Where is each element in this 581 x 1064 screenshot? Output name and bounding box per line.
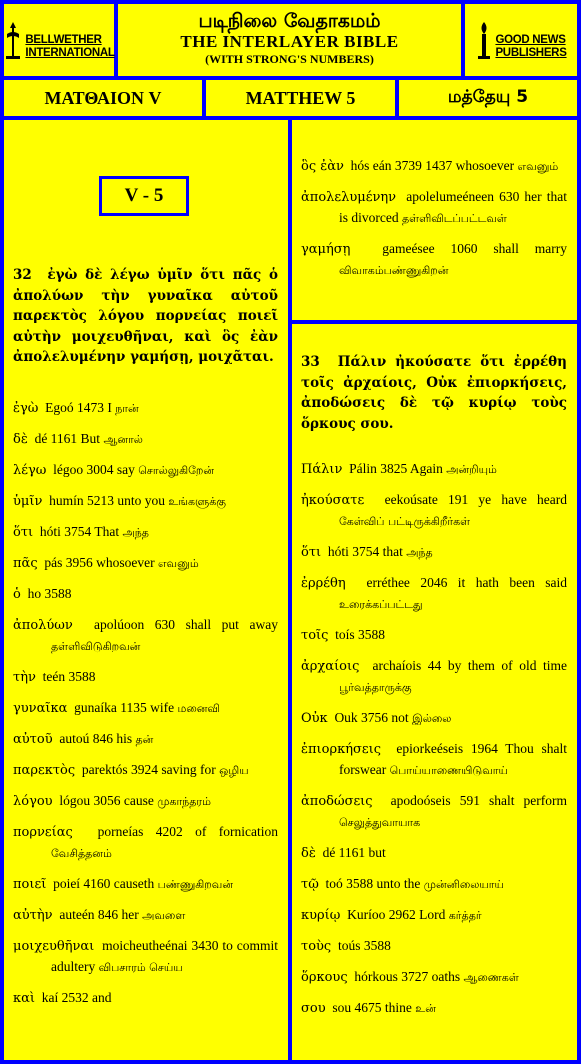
tamil-gloss: வேசித்தனம் [51, 847, 112, 860]
good-news-logo [475, 20, 566, 60]
greek-word: πορνείας [13, 825, 73, 840]
word-entry [13, 584, 278, 605]
greek-word: ἐρρέθη [301, 576, 346, 591]
greek-word: ὅτι [13, 525, 34, 540]
tamil-gloss: தள்ளிவிடுகிறவன் [51, 640, 141, 653]
word-entry [301, 936, 567, 957]
tamil-gloss: விவாகம்பண்ணுகிறன் [339, 264, 449, 277]
word-entry [301, 967, 567, 988]
transliteration-strongs-english: erréthee 2046 it hath been said [366, 575, 568, 590]
greek-word: Οὐκ [301, 711, 328, 726]
subtitle: (WITH STRONG'S NUMBERS) [205, 52, 374, 66]
transliteration-strongs-english: Ouk 3756 not [334, 710, 409, 725]
verse-32 [13, 265, 278, 368]
verse-number: 33 [301, 354, 320, 370]
greek-word: τοὺς [301, 939, 332, 954]
word-list-right-bottom [301, 459, 567, 1029]
word-entry [13, 729, 278, 750]
word-entry [301, 156, 567, 177]
ram-logo-icon [3, 20, 23, 60]
greek-word: τοῖς [301, 628, 329, 643]
tamil-gloss: நான் [115, 402, 139, 415]
greek-word: λέγω [13, 463, 47, 478]
chapter-label: V - 5 [99, 176, 189, 216]
tamil-gloss: முன்னிலையாய் [423, 878, 504, 891]
tamil-gloss: அந்த [122, 526, 149, 539]
verse-text: Πάλιν ἠκούσατε ὅτι ἐρρέθη τοῖς ἀρχαίοις, Οὐκ ἐπιορκήσεις, ἀποδώσεις δὲ τῷ κυρίῳ τοὺς ὅρκους σου. [301, 354, 567, 432]
transliteration-strongs-english: légoo 3004 say [53, 462, 135, 477]
verse-number: 32 [13, 267, 32, 283]
transliteration-strongs-english: Egoó 1473 I [45, 400, 112, 415]
transliteration-strongs-english: pás 3956 whosoever [44, 555, 155, 570]
greek-word: τῷ [301, 877, 319, 892]
bellwether-logo-line1: BELLWETHER [25, 34, 102, 46]
good-news-logo-box [465, 4, 577, 76]
word-entry [13, 429, 278, 450]
transliteration-strongs-english: eekoúsate 191 ye have heard [384, 492, 567, 507]
tamil-gloss: செலுத்துவாயாக [339, 816, 421, 829]
transliteration-strongs-english: gunaíka 1135 wife [74, 700, 175, 715]
bellwether-logo [3, 20, 114, 60]
word-entry [13, 936, 278, 978]
transliteration-strongs-english: dé 1161 But [34, 431, 101, 446]
word-entry [13, 615, 278, 657]
tamil-gloss: ஆனால் [103, 433, 143, 446]
transliteration-strongs-english: toís 3588 [335, 627, 386, 642]
greek-word: τὴν [13, 670, 36, 685]
transliteration-strongs-english: sou 4675 thine [332, 1000, 412, 1015]
transliteration-strongs-english: moicheutheénai 3430 to commit adultery [51, 938, 278, 974]
word-entry [301, 708, 567, 729]
tamil-gloss: சொல்லுகிறேன் [138, 464, 215, 477]
word-entry [13, 874, 278, 895]
transliteration-strongs-english: epiorkeéseis 1964 Thou shalt forswear [339, 741, 567, 777]
greek-word: ἐγὼ [13, 401, 39, 416]
greek-word: ἠκούσατε [301, 493, 365, 508]
greek-word: γυναῖκα [13, 701, 68, 716]
title-tamil: படிநிலை வேதாகமம் [198, 10, 381, 32]
transliteration-strongs-english: teén 3588 [42, 669, 96, 684]
transliteration-strongs-english: lógou 3056 cause [59, 793, 154, 808]
greek-word: δὲ [301, 846, 316, 861]
tamil-gloss: எவனும் [157, 557, 199, 570]
tamil-gloss: பொய்யாணையிடுவாய் [389, 764, 508, 777]
transliteration-strongs-english: toús 3588 [337, 938, 391, 953]
word-entry [301, 490, 567, 532]
word-entry [13, 553, 278, 574]
tamil-gloss: ஒழிய [219, 764, 249, 777]
tamil-gloss: முகாந்தரம் [157, 795, 211, 808]
transliteration-strongs-english: apolúoon 630 shall put away [93, 617, 278, 632]
bellwether-logo-line2: INTERNATIONAL [25, 47, 115, 59]
greek-word: ἀπολύων [13, 618, 73, 633]
word-entry [301, 459, 567, 480]
tamil-gloss: விபசாரம் செய்ய [98, 961, 183, 974]
transliteration-strongs-english: ho 3588 [27, 586, 72, 601]
greek-word: αὐτοῦ [13, 732, 53, 747]
title-english: THE INTERLAYER BIBLE [180, 32, 399, 51]
word-entry [301, 542, 567, 563]
word-entry [301, 656, 567, 698]
tamil-gloss: மனைவி [177, 702, 220, 715]
transliteration-strongs-english: apolelumeéneen 630 her that is divorced [339, 189, 568, 225]
word-entry [301, 843, 567, 864]
tamil-gloss: உரைக்கப்பட்டது [339, 598, 423, 611]
greek-word: λόγου [13, 794, 53, 809]
greek-word: ὅρκους [301, 970, 348, 985]
greek-word: ὃς ἐὰν [301, 159, 344, 174]
word-entry [301, 625, 567, 646]
word-entry [301, 187, 567, 229]
transliteration-strongs-english: kaí 2532 and [41, 990, 112, 1005]
greek-word: ἀπολελυμένην [301, 190, 397, 205]
word-entry [301, 573, 567, 615]
greek-word: σου [301, 1001, 326, 1016]
greek-word: ἀρχαίοις [301, 659, 360, 674]
greek-word: δὲ [13, 432, 28, 447]
word-list-left [13, 398, 278, 1019]
transliteration-strongs-english: toó 3588 unto the [325, 876, 421, 891]
transliteration-strongs-english: apodoóseis 591 shalt perform [390, 793, 568, 808]
left-column [4, 120, 288, 1060]
word-entry [301, 905, 567, 926]
right-column-bottom [292, 324, 577, 1060]
good-news-logo-line2: PUBLISHERS [495, 47, 567, 59]
word-entry [13, 905, 278, 926]
title-box [118, 4, 461, 76]
word-entry [301, 998, 567, 1019]
chapter-greek: ΜΑΤΘΑΙΟΝ V [4, 80, 202, 116]
transliteration-strongs-english: archaíois 44 by them of old time [372, 658, 568, 673]
transliteration-strongs-english: hóti 3754 that [327, 544, 403, 559]
greek-word: μοιχευθῆναι [13, 939, 95, 954]
greek-word: γαμήσῃ [301, 242, 351, 257]
verse-33 [301, 352, 567, 434]
word-entry [13, 988, 278, 1009]
word-entry [13, 398, 278, 419]
word-entry [13, 822, 278, 864]
greek-word: Πάλιν [301, 462, 343, 477]
greek-word: ποιεῖ [13, 877, 47, 892]
word-entry [13, 667, 278, 688]
transliteration-strongs-english: auteén 846 her [59, 907, 139, 922]
greek-word: ἀποδώσεις [301, 794, 373, 809]
greek-word: ὑμῖν [13, 494, 43, 509]
word-entry [301, 791, 567, 833]
good-news-logo-line1: GOOD NEWS [495, 34, 566, 46]
tamil-gloss: உங்களுக்கு [168, 495, 226, 508]
transliteration-strongs-english: gameésee 1060 shall marry [382, 241, 568, 256]
greek-word: παρεκτὸς [13, 763, 76, 778]
bellwether-logo-box [4, 4, 114, 76]
transliteration-strongs-english: humín 5213 unto you [49, 493, 165, 508]
transliteration-strongs-english: dé 1161 but [322, 845, 386, 860]
greek-word: ὅτι [301, 545, 322, 560]
transliteration-strongs-english: parektós 3924 saving for [81, 762, 216, 777]
tamil-gloss: பூர்வத்தாருக்கு [339, 681, 412, 694]
transliteration-strongs-english: autoú 846 his [59, 731, 133, 746]
tamil-gloss: இல்லை [412, 712, 452, 725]
tamil-gloss: கேள்விப் பட்டிருக்கிறீர்கள் [339, 515, 471, 528]
tamil-gloss: அந்த [406, 546, 433, 559]
tamil-gloss: கர்த்தர் [448, 909, 482, 922]
word-entry [13, 698, 278, 719]
transliteration-strongs-english: hóti 3754 That [39, 524, 120, 539]
greek-word: ἐπιορκήσεις [301, 742, 381, 757]
greek-word: αὐτὴν [13, 908, 53, 923]
word-entry [13, 491, 278, 512]
greek-word: πᾶς [13, 556, 38, 571]
chapter-tamil: மத்தேயு 5 [399, 80, 577, 116]
right-column-top [292, 120, 577, 320]
tamil-gloss: எவனும் [517, 160, 559, 173]
tamil-gloss: தன் [135, 733, 154, 746]
tamil-gloss: உன் [415, 1002, 436, 1015]
word-entry [13, 460, 278, 481]
tamil-gloss: அவளை [142, 909, 186, 922]
chapter-english: MATTHEW 5 [206, 80, 395, 116]
transliteration-strongs-english: hórkous 3727 oaths [354, 969, 461, 984]
greek-word: κυρίῳ [301, 908, 341, 923]
verse-text: ἐγὼ δὲ λέγω ὑμῖν ὅτι πᾶς ὁ ἀπολύων τὴν γυναῖκα αὐτοῦ παρεκτὸς λόγου πορνείας ποιεῖ αὐτὴν μοιχευθῆναι, καὶ ὃς ἐὰν ἀπολελυμένην γαμήσῃ, μοιχᾶται. [13, 267, 278, 365]
word-entry [13, 522, 278, 543]
word-entry [301, 874, 567, 895]
transliteration-strongs-english: Kuríoo 2962 Lord [347, 907, 446, 922]
transliteration-strongs-english: Pálin 3825 Again [349, 461, 443, 476]
word-list-right-top [301, 156, 567, 291]
word-entry [301, 239, 567, 281]
tamil-gloss: ஆணைகள் [463, 971, 519, 984]
greek-word: ὁ [13, 587, 21, 602]
word-entry [13, 791, 278, 812]
greek-word: καὶ [13, 991, 36, 1006]
transliteration-strongs-english: hós eán 3739 1437 whosoever [350, 158, 515, 173]
torch-logo-icon [475, 20, 493, 60]
tamil-gloss: பண்ணுகிறவன் [157, 878, 233, 891]
word-entry [13, 760, 278, 781]
transliteration-strongs-english: porneías 4202 of fornication [97, 824, 278, 839]
tamil-gloss: அன்றியும் [446, 463, 497, 476]
tamil-gloss: தள்ளிவிடப்பட்டவள் [402, 212, 507, 225]
word-entry [301, 739, 567, 781]
transliteration-strongs-english: poieí 4160 causeth [53, 876, 155, 891]
